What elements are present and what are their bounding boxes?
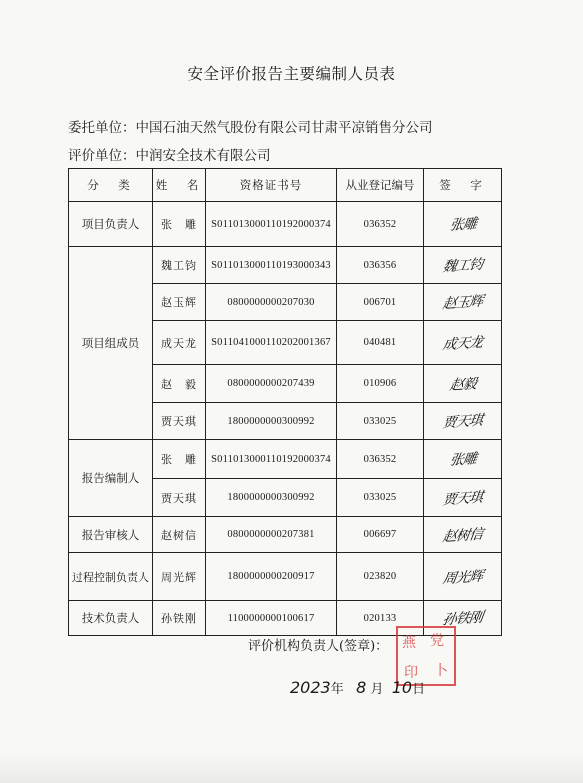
reg-cell: 006701: [337, 284, 424, 321]
handwritten-signature: 孙铁刚: [441, 609, 484, 629]
signature-cell: [424, 321, 502, 365]
evaluator-line: [68, 144, 271, 164]
reg-cell: 040481: [337, 321, 424, 365]
seal-char: 燕: [402, 635, 416, 651]
signature-cell: [424, 247, 502, 284]
header-name: 姓 名: [153, 169, 206, 202]
table-row: [69, 440, 502, 479]
category-cell: 技术负责人: [69, 601, 153, 636]
category-cell: 项目负责人: [69, 202, 153, 247]
category-cell: 过程控制负责人: [69, 553, 153, 601]
cert-cell: S011013000110192000374: [206, 440, 337, 479]
reg-cell: 036352: [337, 202, 424, 247]
date-year: 2023: [290, 678, 331, 697]
cert-cell: 1100000000100617: [206, 601, 337, 636]
header-signature: 签 字: [424, 169, 502, 202]
name-cell: 张 雕: [153, 440, 206, 479]
reg-cell: 020133: [337, 601, 424, 636]
name-cell: 赵树信: [153, 517, 206, 553]
header-category: 分 类: [69, 169, 153, 202]
client-value: 中国石油天然气股份有限公司甘肃平凉销售分公司: [135, 120, 433, 136]
cert-cell: 1800000000200917: [206, 553, 337, 601]
name-cell: 赵玉辉: [153, 284, 206, 321]
cert-cell: 0800000000207381: [206, 517, 337, 553]
signature-cell: [424, 479, 502, 517]
name-cell: 周光辉: [153, 553, 206, 601]
signature-cell: [424, 403, 502, 440]
signature-cell: [424, 202, 502, 247]
date-day: 10: [391, 678, 413, 697]
signature-cell: [424, 365, 502, 403]
handwritten-signature: 周光辉: [441, 568, 484, 587]
evaluator-label: 评价单位：: [68, 148, 136, 164]
reg-cell: 033025: [337, 479, 424, 517]
cert-cell: S011013000110193000343: [206, 247, 337, 284]
evaluator-value: 中润安全技术有限公司: [135, 148, 271, 164]
handwritten-signature: 贾天琪: [441, 412, 484, 432]
table-row: [69, 553, 502, 601]
document-title: 安全评价报告主要编制人员表: [187, 65, 396, 83]
agency-head-signature-label: 评价机构负责人(签章)：: [248, 639, 389, 654]
handwritten-signature: 成天龙: [441, 334, 484, 353]
personnel-table: [68, 168, 502, 636]
client-label: 委托单位：: [68, 120, 136, 136]
red-seal-stamp: [396, 626, 456, 686]
name-cell: 魏工钧: [153, 247, 206, 284]
category-cell: 报告审核人: [69, 517, 153, 553]
reg-cell: 010906: [337, 365, 424, 403]
name-cell: 成天龙: [153, 321, 206, 365]
date-day-unit: 日: [412, 682, 426, 697]
name-cell: 孙铁刚: [153, 601, 206, 636]
handwritten-signature: 赵树信: [441, 526, 484, 545]
table-row: [69, 247, 502, 284]
cert-cell: S011041000110202001367: [206, 321, 337, 365]
client-line: [68, 116, 433, 136]
date-month: 8: [356, 678, 367, 697]
page-bottom-shadow: [0, 753, 583, 783]
seal-char: 印: [404, 665, 418, 681]
date-year-unit: 年: [330, 682, 344, 697]
name-cell: 贾天琪: [153, 403, 206, 440]
header-cert: 资格证书号: [206, 169, 337, 202]
table-row: [69, 202, 502, 247]
handwritten-signature: 贾天琪: [441, 489, 484, 508]
cert-cell: S011013000110192000374: [206, 202, 337, 247]
table-row: [69, 517, 502, 553]
category-cell: 项目组成员: [69, 247, 153, 440]
name-cell: 赵 毅: [153, 365, 206, 403]
reg-cell: 033025: [337, 403, 424, 440]
date-month-unit: 月: [370, 682, 384, 697]
reg-cell: 036352: [337, 440, 424, 479]
category-cell: 报告编制人: [69, 440, 153, 517]
seal-char: 党: [430, 633, 444, 649]
name-cell: 张 雕: [153, 202, 206, 247]
handwritten-signature: 魏工钧: [441, 256, 484, 276]
cert-cell: 0800000000207439: [206, 365, 337, 403]
signature-cell: [424, 517, 502, 553]
cert-cell: 0800000000207030: [206, 284, 337, 321]
cert-cell: 1800000000300992: [206, 479, 337, 517]
header-reg: 从业登记编号: [337, 169, 424, 202]
signature-cell: [424, 284, 502, 321]
signature-cell: [424, 440, 502, 479]
reg-cell: 036356: [337, 247, 424, 284]
seal-char: 卜: [434, 663, 448, 679]
handwritten-signature: 张雕: [448, 216, 477, 234]
cert-cell: 1800000000300992: [206, 403, 337, 440]
handwritten-signature: 赵玉辉: [441, 293, 484, 313]
table-header-row: [69, 169, 502, 202]
name-cell: 贾天琪: [153, 479, 206, 517]
reg-cell: 023820: [337, 553, 424, 601]
signature-cell: [424, 553, 502, 601]
signing-date: [290, 678, 425, 697]
reg-cell: 006697: [337, 517, 424, 553]
handwritten-signature: 赵毅: [448, 375, 477, 394]
handwritten-signature: 张雕: [448, 451, 477, 469]
